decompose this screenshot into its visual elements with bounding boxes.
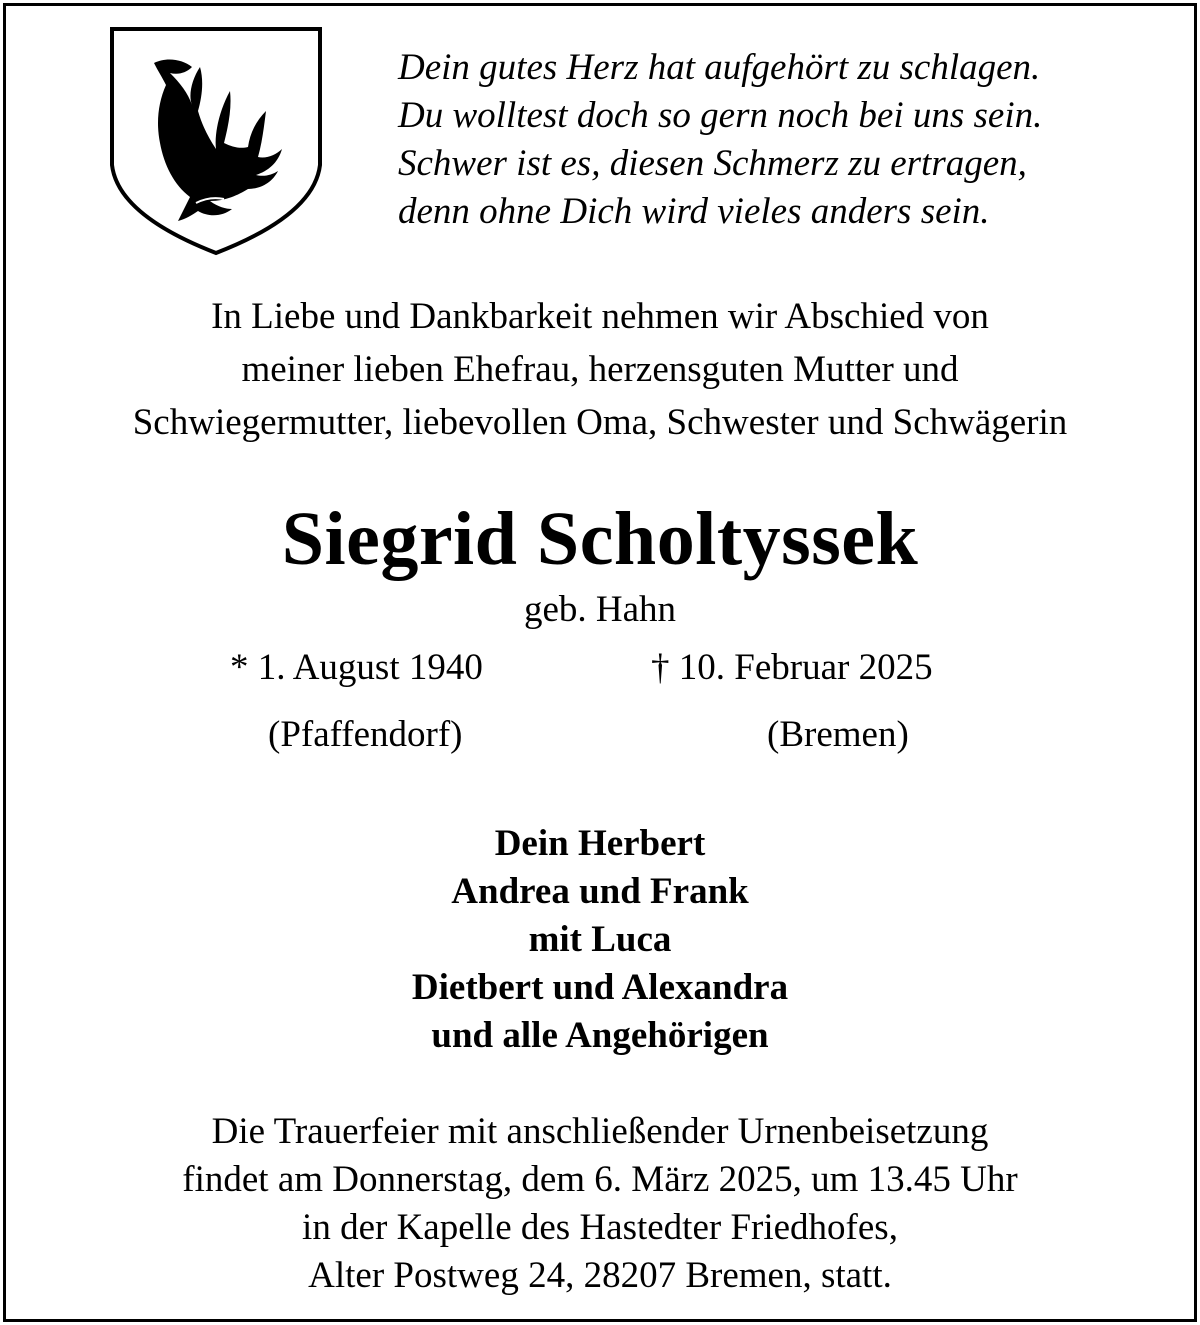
mourners-list <box>0 820 1200 1060</box>
intro-line: meiner lieben Ehefrau, herzensguten Mutter und <box>241 349 959 390</box>
antler-shield-crest-icon <box>108 25 324 257</box>
mourner-line: Dein Herbert <box>494 823 706 864</box>
service-line: Die Trauerfeier mit anschließender Urnenbeisetzung <box>211 1111 989 1152</box>
intro-line: In Liebe und Dankbarkeit nehmen wir Abschied von <box>211 296 989 337</box>
poem-line: Schwer ist es, diesen Schmerz zu ertragen, <box>398 143 1027 184</box>
poem-line: denn ohne Dich wird vieles anders sein. <box>398 191 990 232</box>
poem-line: Dein gutes Herz hat aufgehört zu schlagen. <box>398 47 1041 88</box>
birth-place: (Pfaffendorf) <box>268 714 463 755</box>
service-line: findet am Donnerstag, dem 6. März 2025, um 13.45 Uhr <box>182 1159 1018 1200</box>
intro-line: Schwiegermutter, liebevollen Oma, Schwester und Schwägerin <box>132 402 1068 443</box>
birth-date: * 1. August 1940 <box>230 647 483 688</box>
funeral-service-info <box>0 1108 1200 1300</box>
service-line: Alter Postweg 24, 28207 Bremen, statt. <box>308 1255 892 1296</box>
maiden-name: geb. Hahn <box>523 589 677 630</box>
deceased-name: Siegrid Scholtyssek <box>281 497 919 581</box>
memorial-poem <box>398 44 1158 236</box>
mourner-line: Dietbert und Alexandra <box>411 967 789 1008</box>
service-line: in der Kapelle des Hastedter Friedhofes, <box>302 1207 898 1248</box>
mourner-line: Andrea und Frank <box>451 871 749 912</box>
death-date: † 10. Februar 2025 <box>651 647 933 688</box>
poem-line: Du wolltest doch so gern noch bei uns sein. <box>398 95 1043 136</box>
mourner-line: mit Luca <box>528 919 672 960</box>
death-place: (Bremen) <box>767 714 909 755</box>
mourner-line: und alle Angehörigen <box>431 1015 769 1056</box>
farewell-intro <box>0 290 1200 449</box>
